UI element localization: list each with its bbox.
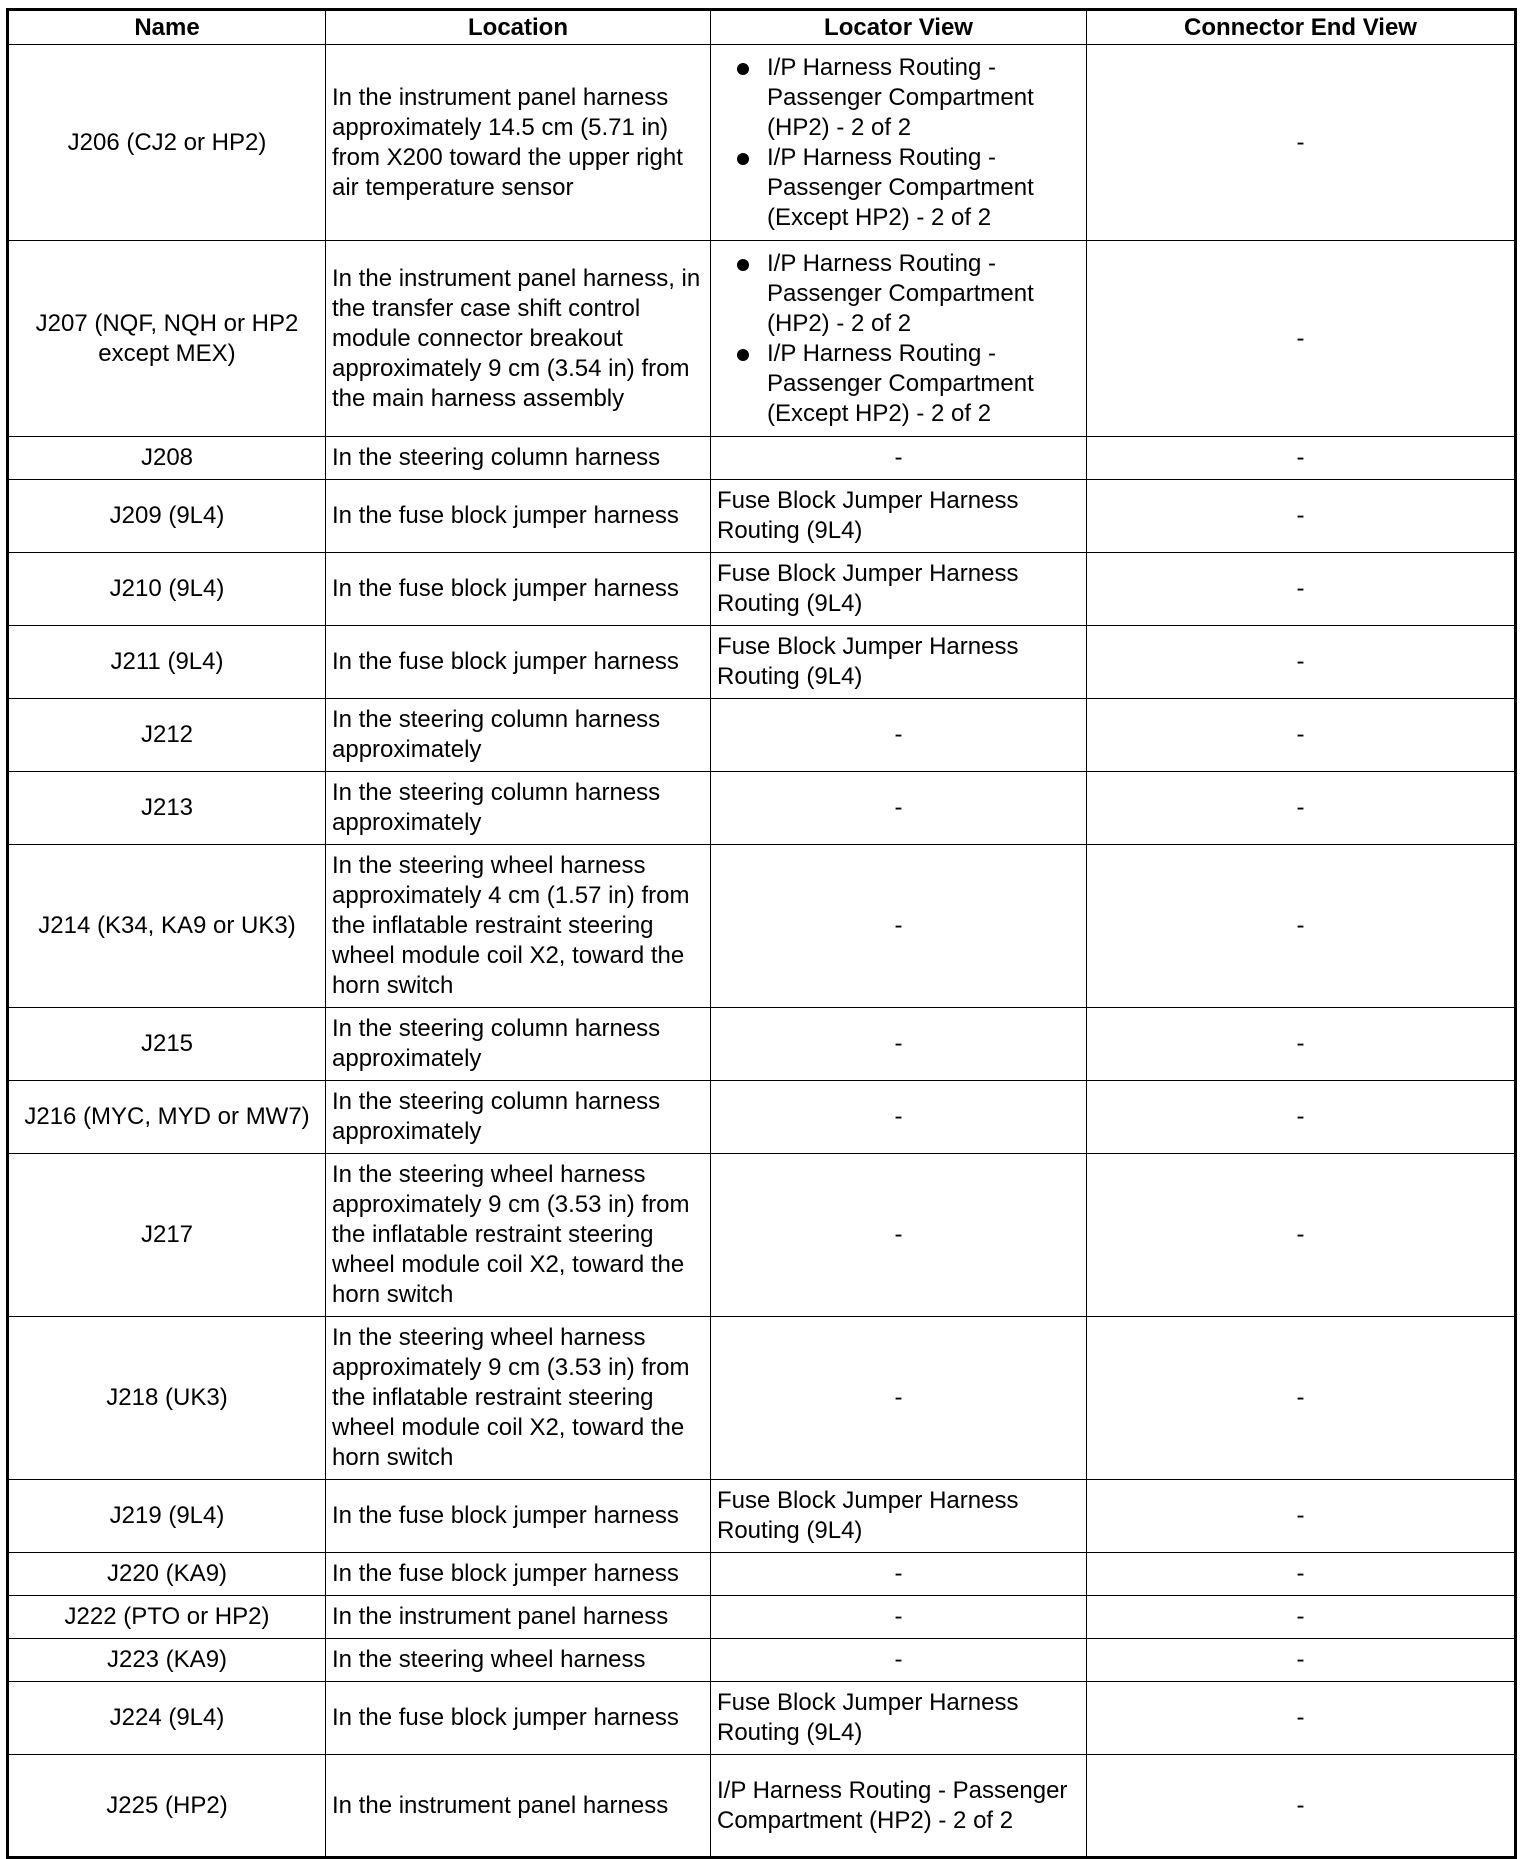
cell-locator-view: Fuse Block Jumper Harness Routing (9L4) [711, 1480, 1087, 1553]
cell-connector-end-view: - [1087, 699, 1516, 772]
cell-locator-view: - [711, 772, 1087, 845]
cell-location: In the instrument panel harness [326, 1755, 711, 1858]
table-header-row [8, 10, 1516, 45]
cell-connector-end-view: - [1087, 1596, 1516, 1639]
cell-locator-view: - [711, 1596, 1087, 1639]
table-row [8, 1755, 1516, 1858]
cell-connector-end-view: - [1087, 845, 1516, 1008]
table-row [8, 845, 1516, 1008]
cell-connector-end-view: - [1087, 626, 1516, 699]
cell-name: J208 [8, 437, 326, 480]
table-row [8, 1480, 1516, 1553]
cell-locator-view: Fuse Block Jumper Harness Routing (9L4) [711, 1682, 1087, 1755]
cell-locator-view: - [711, 437, 1087, 480]
cell-name: J220 (KA9) [8, 1553, 326, 1596]
cell-location: In the steering wheel harness approximately 9 cm (3.53 in) from the inflatable restraint steering wheel module coil X2, toward the horn switch [326, 1154, 711, 1317]
cell-location: In the instrument panel harness [326, 1596, 711, 1639]
connector-table-wrapper [6, 8, 1514, 1859]
locator-list-item: I/P Harness Routing - Passenger Compartment (Except HP2) - 2 of 2 [717, 339, 1080, 429]
cell-locator-view: Fuse Block Jumper Harness Routing (9L4) [711, 626, 1087, 699]
cell-connector-end-view: - [1087, 437, 1516, 480]
table-row [8, 1317, 1516, 1480]
table-row [8, 1154, 1516, 1317]
cell-name: J211 (9L4) [8, 626, 326, 699]
connector-location-table [6, 8, 1517, 1859]
table-row [8, 1682, 1516, 1755]
cell-name: J225 (HP2) [8, 1755, 326, 1858]
cell-name: J223 (KA9) [8, 1639, 326, 1682]
cell-locator-view: I/P Harness Routing - Passenger Compartment (HP2) - 2 of 2 [711, 1755, 1087, 1858]
cell-connector-end-view: - [1087, 1081, 1516, 1154]
header-connector-end-view: Connector End View [1087, 10, 1516, 45]
cell-name: J209 (9L4) [8, 480, 326, 553]
cell-connector-end-view: - [1087, 45, 1516, 241]
table-row [8, 45, 1516, 241]
cell-location: In the fuse block jumper harness [326, 626, 711, 699]
locator-list-item: I/P Harness Routing - Passenger Compartment (HP2) - 2 of 2 [717, 53, 1080, 143]
table-row [8, 480, 1516, 553]
table-row [8, 699, 1516, 772]
table-row [8, 772, 1516, 845]
cell-name: J210 (9L4) [8, 553, 326, 626]
cell-location: In the fuse block jumper harness [326, 480, 711, 553]
cell-location: In the fuse block jumper harness [326, 1553, 711, 1596]
cell-name: J212 [8, 699, 326, 772]
cell-locator-view [711, 241, 1087, 437]
table-row [8, 1596, 1516, 1639]
header-name: Name [8, 10, 326, 45]
cell-name: J219 (9L4) [8, 1480, 326, 1553]
cell-connector-end-view: - [1087, 480, 1516, 553]
cell-name: J218 (UK3) [8, 1317, 326, 1480]
cell-name: J222 (PTO or HP2) [8, 1596, 326, 1639]
cell-connector-end-view: - [1087, 553, 1516, 626]
table-row [8, 626, 1516, 699]
cell-connector-end-view: - [1087, 1639, 1516, 1682]
cell-name: J214 (K34, KA9 or UK3) [8, 845, 326, 1008]
cell-name: J213 [8, 772, 326, 845]
cell-location: In the steering column harness approximately [326, 772, 711, 845]
table-row [8, 1639, 1516, 1682]
locator-list-item: I/P Harness Routing - Passenger Compartment (Except HP2) - 2 of 2 [717, 143, 1080, 233]
cell-connector-end-view: - [1087, 241, 1516, 437]
table-row [8, 437, 1516, 480]
cell-name: J217 [8, 1154, 326, 1317]
cell-locator-view: - [711, 1317, 1087, 1480]
cell-locator-view: - [711, 1081, 1087, 1154]
cell-location: In the steering column harness approximately [326, 1081, 711, 1154]
cell-location: In the steering column harness approximately [326, 1008, 711, 1081]
cell-name: J206 (CJ2 or HP2) [8, 45, 326, 241]
table-row [8, 553, 1516, 626]
cell-locator-view: - [711, 1008, 1087, 1081]
cell-name: J216 (MYC, MYD or MW7) [8, 1081, 326, 1154]
cell-connector-end-view: - [1087, 1682, 1516, 1755]
cell-name: J224 (9L4) [8, 1682, 326, 1755]
locator-list [717, 53, 1080, 233]
cell-connector-end-view: - [1087, 1755, 1516, 1858]
cell-connector-end-view: - [1087, 1008, 1516, 1081]
cell-location: In the fuse block jumper harness [326, 1682, 711, 1755]
cell-locator-view: - [711, 1639, 1087, 1682]
cell-locator-view: Fuse Block Jumper Harness Routing (9L4) [711, 553, 1087, 626]
table-row [8, 241, 1516, 437]
cell-location: In the steering column harness [326, 437, 711, 480]
cell-locator-view [711, 45, 1087, 241]
cell-name: J207 (NQF, NQH or HP2 except MEX) [8, 241, 326, 437]
table-row [8, 1081, 1516, 1154]
cell-name: J215 [8, 1008, 326, 1081]
cell-location: In the steering wheel harness [326, 1639, 711, 1682]
cell-connector-end-view: - [1087, 772, 1516, 845]
cell-location: In the instrument panel harness, in the transfer case shift control module connector breakout approximately 9 cm (3.54 in) from the main harness assembly [326, 241, 711, 437]
cell-location: In the instrument panel harness approximately 14.5 cm (5.71 in) from X200 toward the upper right air temperature sensor [326, 45, 711, 241]
cell-connector-end-view: - [1087, 1154, 1516, 1317]
cell-connector-end-view: - [1087, 1553, 1516, 1596]
cell-locator-view: Fuse Block Jumper Harness Routing (9L4) [711, 480, 1087, 553]
cell-location: In the steering wheel harness approximately 4 cm (1.57 in) from the inflatable restraint steering wheel module coil X2, toward the horn switch [326, 845, 711, 1008]
header-location: Location [326, 10, 711, 45]
cell-location: In the steering wheel harness approximately 9 cm (3.53 in) from the inflatable restraint steering wheel module coil X2, toward the horn switch [326, 1317, 711, 1480]
cell-locator-view: - [711, 845, 1087, 1008]
cell-locator-view: - [711, 699, 1087, 772]
cell-connector-end-view: - [1087, 1480, 1516, 1553]
table-row [8, 1008, 1516, 1081]
cell-connector-end-view: - [1087, 1317, 1516, 1480]
cell-location: In the steering column harness approximately [326, 699, 711, 772]
cell-location: In the fuse block jumper harness [326, 553, 711, 626]
locator-list [717, 249, 1080, 429]
header-locator-view: Locator View [711, 10, 1087, 45]
cell-locator-view: - [711, 1154, 1087, 1317]
cell-location: In the fuse block jumper harness [326, 1480, 711, 1553]
locator-list-item: I/P Harness Routing - Passenger Compartment (HP2) - 2 of 2 [717, 249, 1080, 339]
table-row [8, 1553, 1516, 1596]
cell-locator-view: - [711, 1553, 1087, 1596]
